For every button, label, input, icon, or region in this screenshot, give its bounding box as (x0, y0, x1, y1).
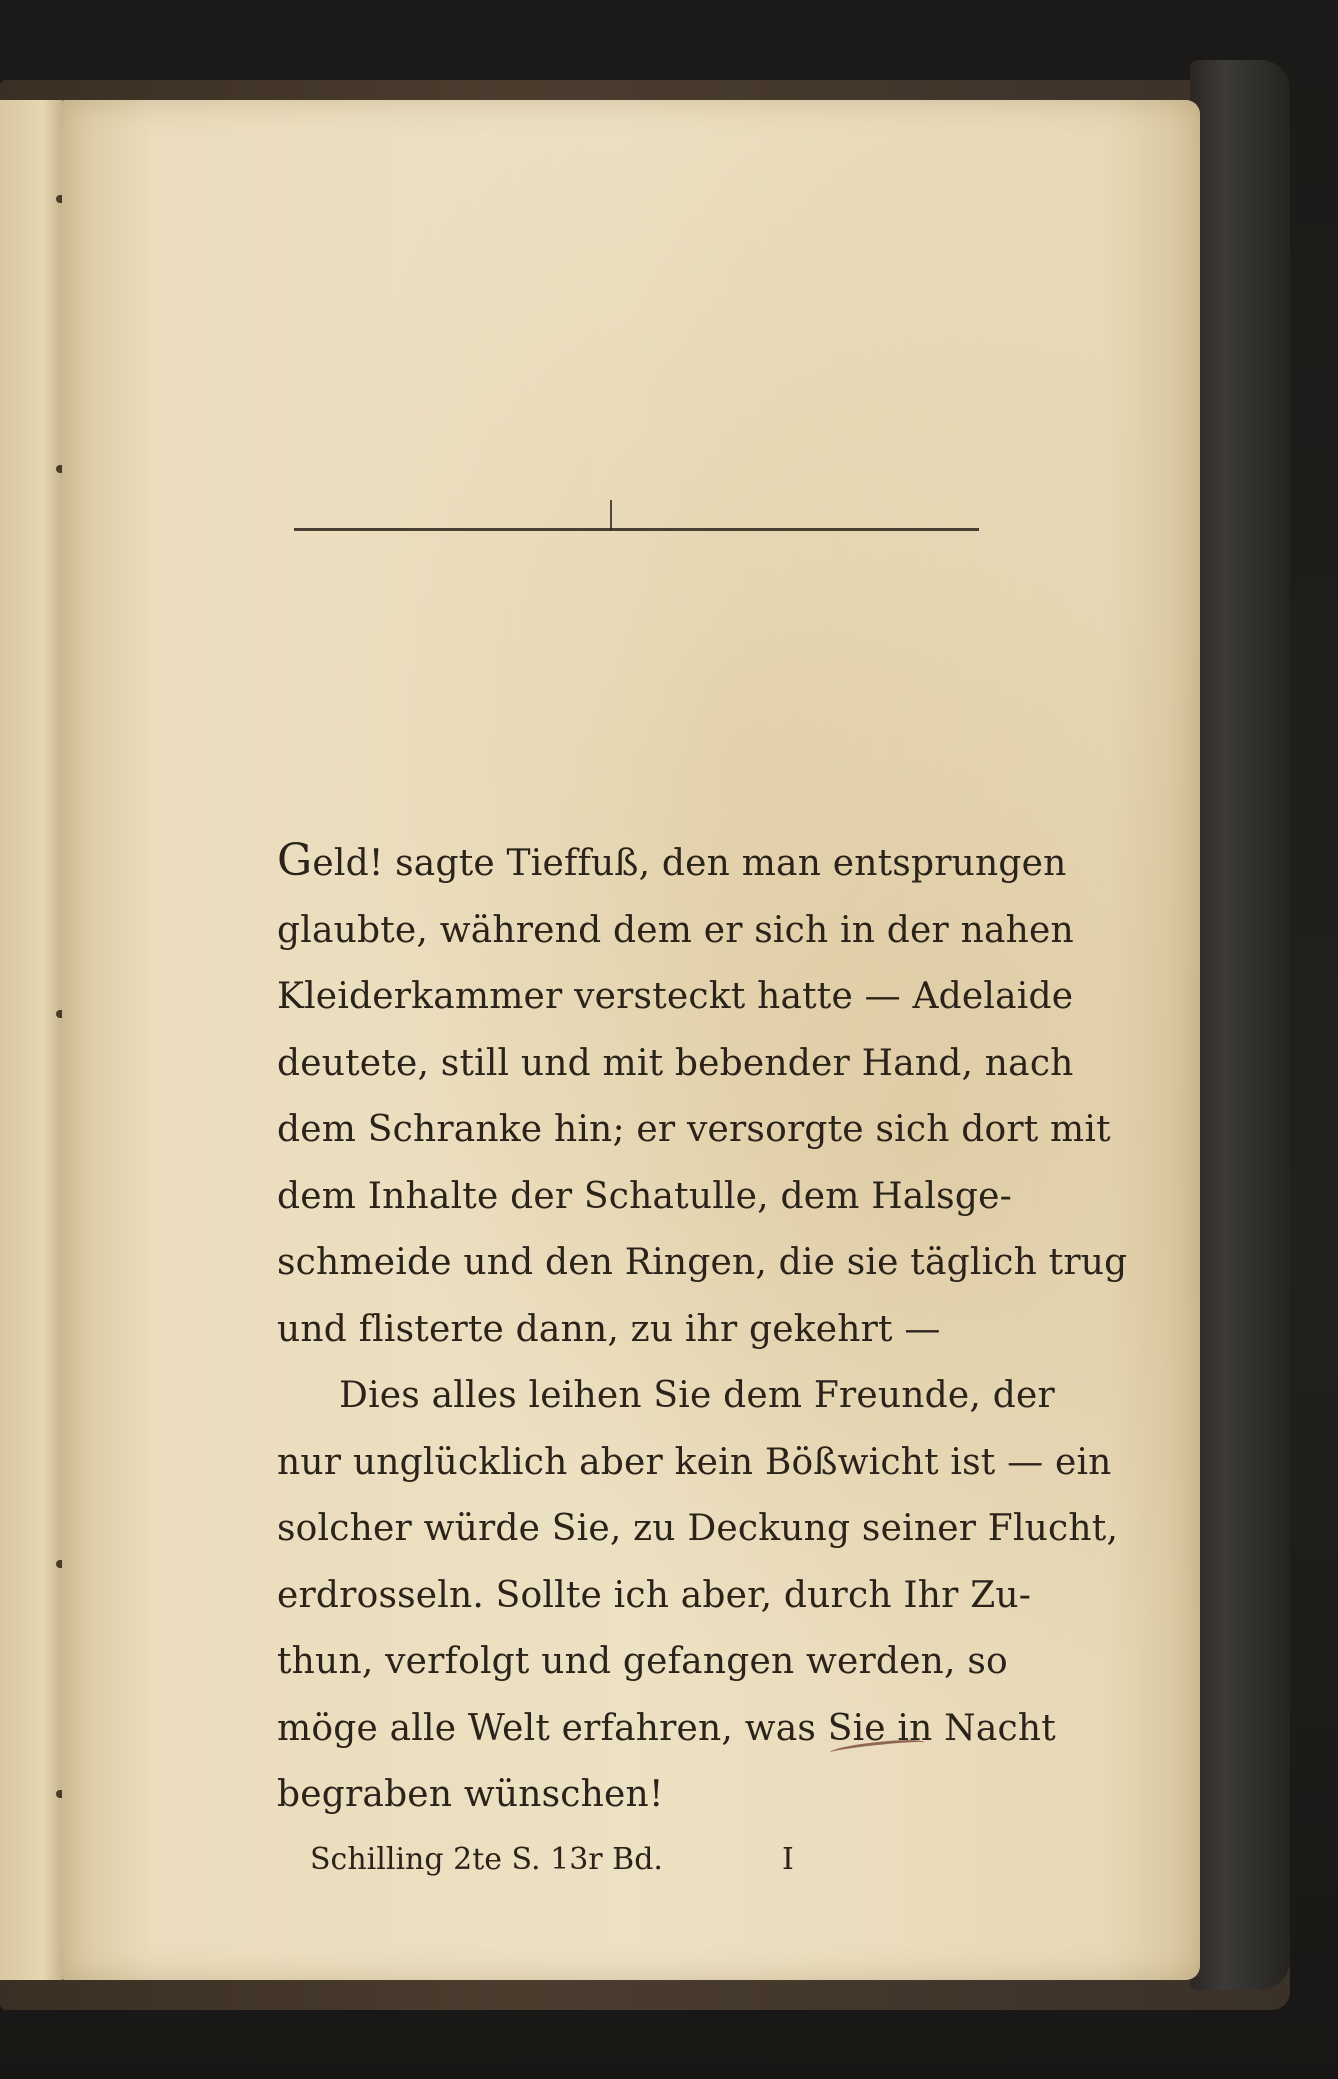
text-line: thun, verfolgt und gefangen werden, so (277, 1641, 1008, 1682)
text-line: dem Schranke hin; er versorgte sich dort mit (277, 1109, 1111, 1150)
text-line: glaubte, während dem er sich in der nahen (277, 909, 1074, 951)
text-line: deutete, still und mit bebender Hand, nach (277, 1042, 1074, 1084)
header-rule (294, 528, 979, 531)
signature-mark: I (782, 1842, 794, 1877)
book-cover-edge (1190, 60, 1290, 1990)
facing-page-edge (0, 100, 62, 1980)
text-line: Geld! sagte Tieffuß, den man entsprungen (277, 835, 1067, 886)
text-line: nur unglücklich aber kein Bößwicht ist — ein (277, 1441, 1112, 1483)
text-line: erdrosseln. Sollte ich aber, durch Ihr Zu- (277, 1574, 1032, 1616)
text-line: dem Inhalte der Schatulle, dem Halsge- (277, 1175, 1012, 1217)
text-line: solcher würde Sie, zu Deckung seiner Flucht, (277, 1508, 1119, 1549)
text-line: schmeide und den Ringen, die sie täglich trug (277, 1242, 1128, 1283)
header-rule-tick (610, 500, 612, 530)
signature-line: Schilling 2te S. 13r Bd. (310, 1842, 663, 1877)
text-line: Dies alles leihen Sie dem Freunde, der (339, 1375, 1055, 1416)
text-line: und flisterte dann, zu ihr gekehrt — (277, 1308, 941, 1350)
text-line: begraben wünschen! (277, 1774, 664, 1815)
body-text (277, 828, 1128, 1829)
text-line: Kleiderkammer versteckt hatte — Adelaide (277, 976, 1074, 1017)
book-page (62, 100, 1200, 1980)
text-line: möge alle Welt erfahren, was Sie in Nacht (277, 1707, 1056, 1749)
